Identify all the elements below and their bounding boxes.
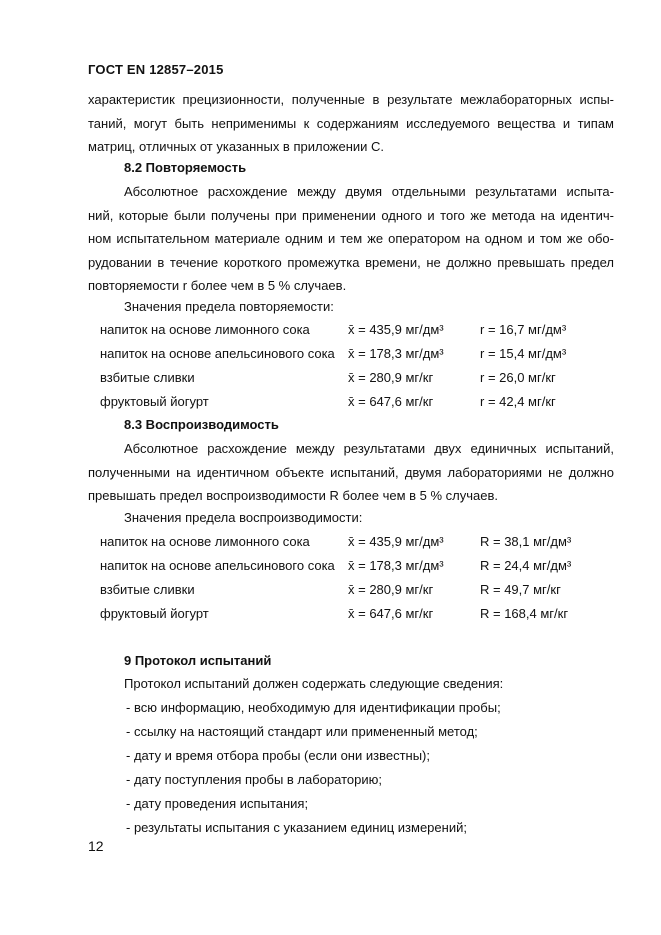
text-line: рудовании в течение короткого промежутка времени, не должно превышать предел bbox=[88, 254, 614, 270]
list-item: - результаты испытания с указанием единиц измерений; bbox=[126, 820, 467, 835]
text-line: характеристик прецизионности, полученные в результате межлабораторных испы- bbox=[88, 92, 614, 107]
mean-value: x̄ = 178,3 мг/дм³ bbox=[348, 345, 444, 361]
limit-value: R = 168,4 мг/кг bbox=[480, 605, 569, 621]
mean-value: x̄ = 435,9 мг/дм³ bbox=[348, 321, 444, 337]
mean-value: x̄ = 280,9 мг/кг bbox=[348, 581, 434, 597]
product-name: фруктовый йогурт bbox=[100, 393, 209, 409]
repeatability-paragraph bbox=[88, 180, 614, 298]
product-name: напиток на основе апельсинового сока bbox=[100, 345, 335, 361]
product-name: взбитые сливки bbox=[100, 581, 195, 597]
repeatability-intro: Значения предела повторяемости: bbox=[124, 299, 334, 314]
mean-value: x̄ = 280,9 мг/кг bbox=[348, 369, 434, 385]
product-name: напиток на основе апельсинового сока bbox=[100, 557, 335, 573]
reproducibility-paragraph bbox=[88, 437, 614, 508]
mean-value: x̄ = 435,9 мг/дм³ bbox=[348, 533, 444, 549]
table-row bbox=[100, 365, 590, 389]
text-line: таний, могут быть неприменимы к содержаниям исследуемого вещества и типам bbox=[88, 115, 614, 131]
section-heading-9: 9 Протокол испытаний bbox=[124, 653, 272, 668]
limit-value: r = 15,4 мг/дм³ bbox=[480, 345, 567, 361]
limit-value: r = 42,4 мг/кг bbox=[480, 393, 556, 409]
text-line: Абсолютное расхождение между результатами двух единичных испытаний, bbox=[124, 441, 614, 456]
text-line: Абсолютное расхождение между двумя отдельными результатами испыта- bbox=[124, 184, 614, 199]
table-row bbox=[100, 601, 590, 625]
product-name: напиток на основе лимонного сока bbox=[100, 533, 310, 549]
text-line: ном испытательном материале одним и тем же оператором на одном и том же обо- bbox=[88, 231, 614, 247]
section-heading-8-3: 8.3 Воспроизводимость bbox=[124, 417, 279, 432]
text-line: матриц, отличных от указанных в приложении С. bbox=[88, 139, 385, 155]
product-name: фруктовый йогурт bbox=[100, 605, 209, 621]
protocol-intro: Протокол испытаний должен содержать следующие сведения: bbox=[124, 676, 504, 691]
repeatability-table bbox=[100, 317, 590, 413]
section-heading-8-2: 8.2 Повторяемость bbox=[124, 160, 247, 175]
mean-value: x̄ = 647,6 мг/кг bbox=[348, 393, 434, 409]
reproducibility-intro: Значения предела воспроизводимости: bbox=[124, 510, 363, 525]
table-row bbox=[100, 577, 590, 601]
reproducibility-table bbox=[100, 529, 590, 625]
list-item: - ссылку на настоящий стандарт или примененный метод; bbox=[126, 724, 478, 739]
limit-value: R = 24,4 мг/дм³ bbox=[480, 557, 572, 573]
product-name: напиток на основе лимонного сока bbox=[100, 321, 310, 337]
table-row bbox=[100, 553, 590, 577]
table-row bbox=[100, 529, 590, 553]
limit-value: R = 38,1 мг/дм³ bbox=[480, 533, 572, 549]
product-name: взбитые сливки bbox=[100, 369, 195, 385]
protocol-list bbox=[126, 696, 501, 840]
table-row bbox=[100, 317, 590, 341]
list-item: - всю информацию, необходимую для идентификации пробы; bbox=[126, 700, 501, 715]
document-header: ГОСТ EN 12857–2015 bbox=[88, 62, 224, 77]
table-row bbox=[100, 341, 590, 365]
text-line: повторяемости r более чем в 5 % случаев. bbox=[88, 278, 347, 294]
mean-value: x̄ = 178,3 мг/дм³ bbox=[348, 557, 444, 573]
page-number: 12 bbox=[88, 838, 104, 854]
continuation-paragraph bbox=[88, 88, 614, 159]
list-item: - дату проведения испытания; bbox=[126, 796, 309, 811]
list-item: - дату поступления пробы в лабораторию; bbox=[126, 772, 382, 787]
text-line: полученными на идентичном объекте испытаний, двумя лабораториями не должно bbox=[88, 464, 614, 480]
limit-value: r = 16,7 мг/дм³ bbox=[480, 321, 567, 337]
text-line: превышать предел воспроизводимости R более чем в 5 % случаев. bbox=[88, 488, 498, 504]
limit-value: R = 49,7 мг/кг bbox=[480, 581, 561, 597]
table-row bbox=[100, 389, 590, 413]
list-item: - дату и время отбора пробы (если они известны); bbox=[126, 748, 430, 763]
mean-value: x̄ = 647,6 мг/кг bbox=[348, 605, 434, 621]
limit-value: r = 26,0 мг/кг bbox=[480, 369, 556, 385]
text-line: ний, которые были получены при применении одного и того же метода на идентич- bbox=[88, 207, 614, 223]
